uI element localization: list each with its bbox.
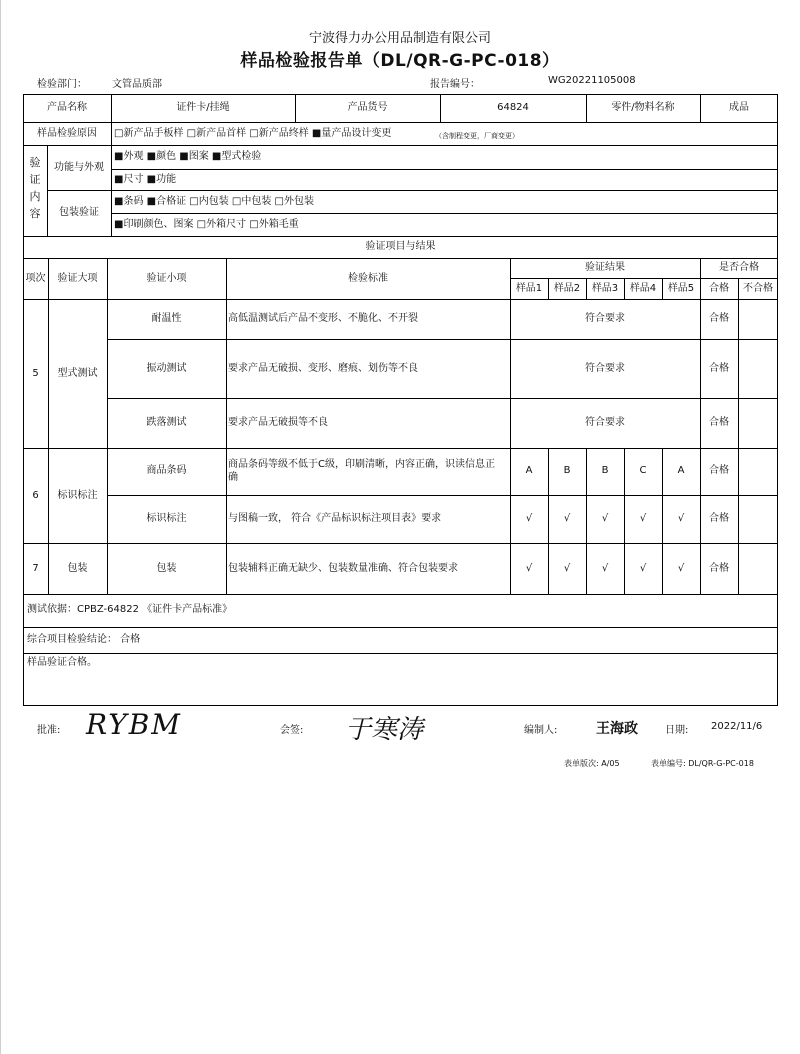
table-row-item: 振动测试 (146, 363, 187, 374)
dept-value: 文管品质部 (112, 79, 162, 90)
group-no: 6 (32, 490, 39, 501)
content-label-char: 内 (29, 190, 41, 203)
table-row-result: 符合要求 (585, 363, 625, 374)
row-line (23, 594, 778, 595)
col-category: 验证大项 (57, 273, 98, 284)
row-line (23, 145, 778, 146)
test-basis: 测试依据：CPBZ-64822 《证件卡产品标准》 (27, 604, 233, 615)
sample-cell: √ (639, 513, 647, 524)
sample-cell: A (525, 465, 533, 476)
part-name-label: 零件/物料名称 (611, 102, 675, 113)
sample-cell: C (639, 465, 647, 476)
row-line (23, 627, 778, 628)
col-result: 验证结果 (585, 262, 625, 273)
reason-options: □新产品手板样 □新产品首样 □新产品终样 ■量产品设计变更 (114, 128, 392, 139)
table-row-standard: 与图稿一致， 符合《产品标识标注项目表》要求 (228, 513, 442, 524)
table-row-standard: 商品条码等级不低于C级，印刷清晰，内容正确，识读信息正 (228, 459, 495, 470)
table-row-item: 跌落测试 (146, 417, 187, 428)
page-edge (0, 0, 1, 1054)
sample-cell: A (677, 465, 685, 476)
report-no-label: 报告编号： (430, 79, 480, 90)
col-sample-4: 样品4 (629, 283, 657, 294)
col-item: 验证小项 (146, 273, 187, 284)
row-line (23, 299, 778, 300)
reason-label: 样品检验原因 (37, 128, 97, 139)
col-line (47, 145, 48, 236)
part-name-value: 成品 (729, 102, 749, 113)
sample-cell: √ (601, 563, 609, 574)
date-label: 日期: (665, 725, 689, 736)
col-line (48, 258, 49, 594)
remark: 样品验证合格。 (27, 657, 97, 668)
form-version: 表单版次: A/05 (564, 759, 620, 768)
product-code-value: 64824 (497, 102, 529, 113)
row-line (111, 169, 778, 170)
table-row-standard: 包装辅料正确无缺少、包装数量准确、符合包装要求 (228, 563, 458, 574)
sample-cell: √ (639, 563, 647, 574)
product-name-label: 产品名称 (47, 102, 87, 113)
col-sample-1: 样品1 (515, 283, 543, 294)
group-category: 包装 (67, 563, 88, 574)
table-row-pass: 合格 (709, 465, 729, 476)
company-name: 宁波得力办公用品制造有限公司 (308, 31, 491, 46)
sample-cell: √ (677, 513, 685, 524)
table-row-pass: 合格 (709, 417, 729, 428)
row-line (23, 653, 778, 654)
row-line (107, 495, 778, 496)
func-row-1: ■外观 ■颜色 ■图案 ■型式检验 (114, 151, 262, 162)
row-line (23, 543, 778, 544)
approve-signature: RYBM (86, 708, 182, 741)
table-row-standard: 确 (228, 472, 238, 483)
row-line (23, 236, 778, 237)
col-line (111, 122, 112, 145)
col-sample-5: 样品5 (667, 283, 695, 294)
pack-verify-label: 包装验证 (59, 207, 99, 218)
group-category: 标识标注 (57, 490, 98, 501)
sample-cell: √ (601, 513, 609, 524)
content-label-char: 容 (29, 207, 41, 220)
table-row-pass: 合格 (709, 313, 729, 324)
table-row-pass: 合格 (709, 363, 729, 374)
row-line (107, 339, 778, 340)
col-fail: 不合格 (743, 283, 773, 294)
content-label-char: 证 (29, 173, 41, 186)
sample-cell: √ (525, 513, 533, 524)
sample-cell: √ (525, 563, 533, 574)
report-title: 样品检验报告单（DL/QR-G-PC-018） (240, 51, 560, 71)
col-sample-2: 样品2 (553, 283, 581, 294)
content-label-char: 验 (29, 156, 41, 169)
table-row-item: 耐温性 (151, 313, 182, 324)
row-line (107, 398, 778, 399)
group-no: 7 (32, 563, 39, 574)
date-value: 2022/11/6 (711, 721, 763, 732)
countersign-label: 会签: (280, 725, 304, 736)
group-category: 型式测试 (57, 368, 98, 379)
product-code-label: 产品货号 (347, 102, 388, 113)
row-line (23, 448, 778, 449)
table-row-pass: 合格 (709, 563, 729, 574)
col-standard: 检验标准 (348, 273, 388, 284)
row-line (47, 190, 778, 191)
table-row-item: 包装 (156, 563, 177, 574)
sample-cell: √ (563, 563, 571, 574)
overall-conclusion: 综合项目检验结论： 合格 (27, 634, 141, 645)
report-no-value: WG20221105008 (548, 75, 636, 86)
pack-row-1: ■条码 ■合格证 □内包装 □中包装 □外包装 (114, 196, 314, 207)
countersign-signature: 于寒涛 (345, 715, 424, 745)
table-row-standard: 要求产品无破损、变形、磨痕、划伤等不良 (228, 363, 418, 374)
row-line (111, 213, 778, 214)
row-line (23, 258, 778, 259)
table-row-item: 商品条码 (146, 465, 187, 476)
func-row-2: ■尺寸 ■功能 (114, 174, 177, 185)
table-row-standard: 要求产品无破损等不良 (228, 417, 328, 428)
col-line (111, 145, 112, 236)
group-no: 5 (32, 368, 39, 379)
table-row-result: 符合要求 (585, 313, 625, 324)
results-title: 验证项目与结果 (365, 241, 436, 252)
row-line (23, 122, 778, 123)
table-row-standard: 高低温测试后产品不变形、不脆化、不开裂 (228, 313, 418, 324)
col-line (738, 278, 739, 594)
editor-label: 编制人: (524, 725, 558, 736)
dept-label: 检验部门： (37, 79, 87, 90)
col-pass: 合格 (709, 283, 729, 294)
product-name-value: 证件卡/挂绳 (176, 102, 230, 113)
sample-cell: √ (677, 563, 685, 574)
sample-cell: B (563, 465, 571, 476)
pack-row-2: ■印刷颜色、图案 □外箱尺寸 □外箱毛重 (114, 219, 299, 230)
table-row-item: 标识标注 (146, 513, 187, 524)
reason-note: （含制程变更，厂商变更） (435, 132, 519, 140)
table-row-result: 符合要求 (585, 417, 625, 428)
sample-cell: B (601, 465, 609, 476)
func-appearance-label: 功能与外观 (54, 162, 104, 173)
form-number: 表单编号: DL/QR-G-PC-018 (651, 759, 754, 768)
table-row-pass: 合格 (709, 513, 729, 524)
col-sample-3: 样品3 (591, 283, 619, 294)
col-pass-group: 是否合格 (719, 262, 759, 273)
col-line (226, 258, 227, 594)
approve-label: 批准: (37, 725, 61, 736)
col-no: 项次 (25, 273, 46, 284)
sample-cell: √ (563, 513, 571, 524)
editor-name: 王海政 (596, 721, 638, 737)
